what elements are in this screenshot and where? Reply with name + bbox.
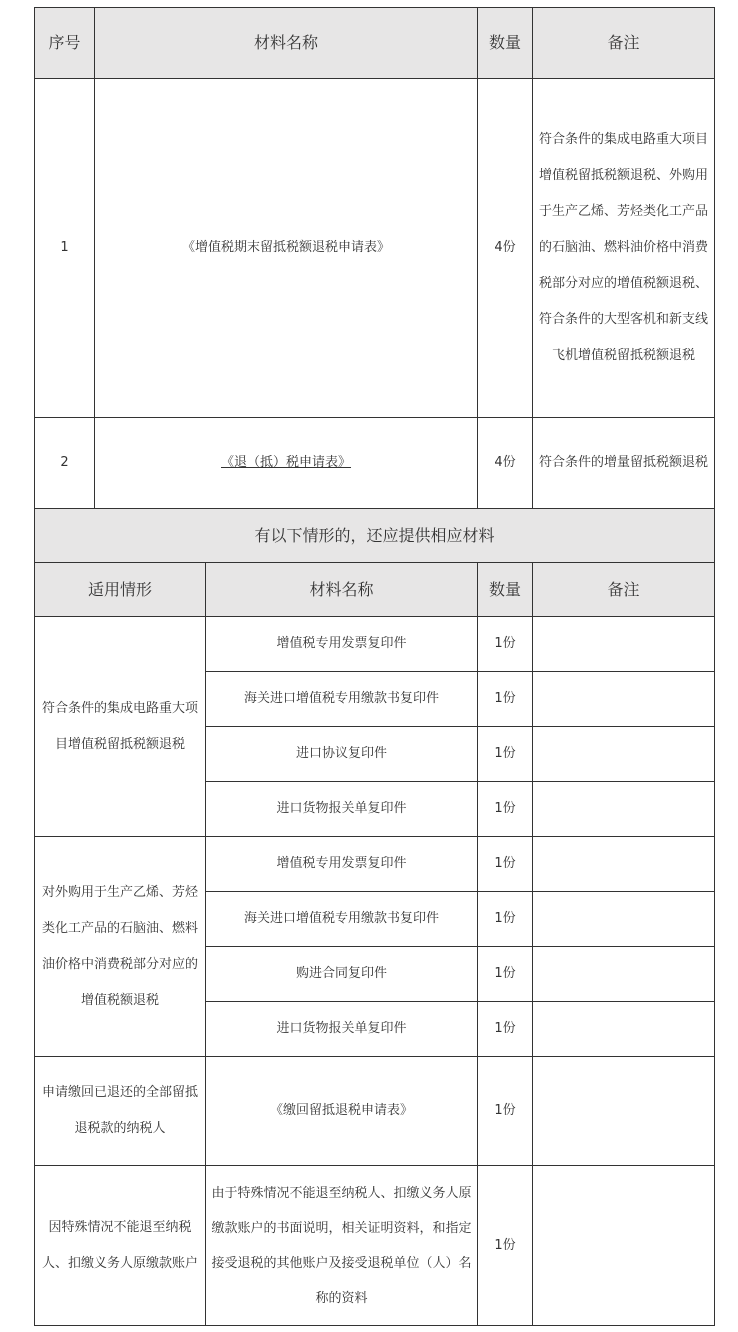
item-material: 进口协议复印件 <box>206 727 478 782</box>
table-row <box>35 418 715 509</box>
row-no: 1 <box>35 79 95 418</box>
item-material: 增值税专用发票复印件 <box>206 617 478 672</box>
item-remark <box>533 947 715 1002</box>
row-material-link[interactable] <box>95 418 478 509</box>
item-material: 海关进口增值税专用缴款书复印件 <box>206 672 478 727</box>
row-remark: 符合条件的集成电路重大项目增值税留抵税额退税、外购用于生产乙烯、芳烃类化工产品的石脑油、燃料油价格中消费税部分对应的增值税额退税、符合条件的大型客机和新支线飞机增值税留抵税额退税 <box>533 79 715 418</box>
table-row <box>35 1166 715 1326</box>
item-qty: 1份 <box>478 727 533 782</box>
row-remark: 符合条件的增量留抵税额退税 <box>533 418 715 509</box>
item-remark <box>533 1002 715 1057</box>
header2-row <box>35 563 715 617</box>
header-material: 材料名称 <box>95 8 478 79</box>
situation-cell: 申请缴回已退还的全部留抵退税款的纳税人 <box>35 1057 206 1166</box>
row-qty: 4份 <box>478 79 533 418</box>
table-row <box>35 1057 715 1166</box>
item-qty: 1份 <box>478 837 533 892</box>
row-material-link-text[interactable]: 《退（抵）税申请表》 <box>221 455 352 470</box>
header-no: 序号 <box>35 8 95 79</box>
table-row <box>35 617 715 672</box>
row-qty: 4份 <box>478 418 533 509</box>
item-material: 由于特殊情况不能退至纳税人、扣缴义务人原缴款账户的书面说明，相关证明资料，和指定接受退税的其他账户及接受退税单位（人）名称的资料 <box>206 1166 478 1326</box>
item-material: 增值税专用发票复印件 <box>206 837 478 892</box>
item-qty: 1份 <box>478 947 533 1002</box>
item-remark <box>533 1057 715 1166</box>
materials-table-container <box>34 7 714 1326</box>
header2-remark: 备注 <box>533 563 715 617</box>
table-row <box>35 79 715 418</box>
row-no: 2 <box>35 418 95 509</box>
item-remark <box>533 672 715 727</box>
item-qty: 1份 <box>478 672 533 727</box>
item-remark <box>533 727 715 782</box>
situation-cell: 对外购用于生产乙烯、芳烃类化工产品的石脑油、燃料油价格中消费税部分对应的增值税额退税 <box>35 837 206 1057</box>
item-remark <box>533 617 715 672</box>
item-material: 海关进口增值税专用缴款书复印件 <box>206 892 478 947</box>
header-qty: 数量 <box>478 8 533 79</box>
item-qty: 1份 <box>478 892 533 947</box>
header2-qty: 数量 <box>478 563 533 617</box>
row-material: 《增值税期末留抵税额退税申请表》 <box>95 79 478 418</box>
item-remark <box>533 782 715 837</box>
item-material: 《缴回留抵退税申请表》 <box>206 1057 478 1166</box>
item-material: 进口货物报关单复印件 <box>206 782 478 837</box>
item-qty: 1份 <box>478 1057 533 1166</box>
situation-cell: 因特殊情况不能退至纳税人、扣缴义务人原缴款账户 <box>35 1166 206 1326</box>
item-qty: 1份 <box>478 1002 533 1057</box>
item-qty: 1份 <box>478 617 533 672</box>
item-remark <box>533 892 715 947</box>
header-remark: 备注 <box>533 8 715 79</box>
section-title: 有以下情形的，还应提供相应材料 <box>35 509 715 563</box>
item-qty: 1份 <box>478 782 533 837</box>
materials-table <box>34 7 715 1326</box>
header-row <box>35 8 715 79</box>
header2-situation: 适用情形 <box>35 563 206 617</box>
table-row <box>35 837 715 892</box>
item-remark <box>533 1166 715 1326</box>
item-material: 进口货物报关单复印件 <box>206 1002 478 1057</box>
section-title-row <box>35 509 715 563</box>
header2-material: 材料名称 <box>206 563 478 617</box>
item-remark <box>533 837 715 892</box>
item-material: 购进合同复印件 <box>206 947 478 1002</box>
item-qty: 1份 <box>478 1166 533 1326</box>
situation-cell: 符合条件的集成电路重大项目增值税留抵税额退税 <box>35 617 206 837</box>
